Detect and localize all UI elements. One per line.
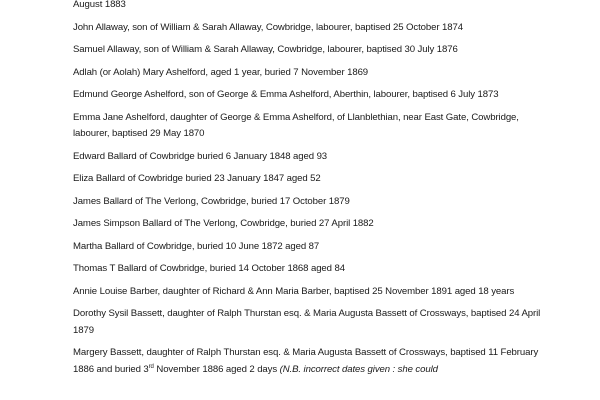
register-entry: James Simpson Ballard of The Verlong, Cowbridge, buried 27 April 1882: [73, 218, 374, 229]
register-entry: James Ballard of The Verlong, Cowbridge, buried 17 October 1879: [73, 195, 350, 207]
ordinal-suffix: rd: [148, 363, 154, 370]
entry-note: (N.B. incorrect dates given : she could: [279, 363, 438, 375]
register-entry: John Allaway, son of William & Sarah Allaway, Cowbridge, labourer, baptised 25 October 1874: [73, 21, 463, 33]
register-entry: August 1883: [73, 0, 126, 10]
register-entry: Eliza Ballard of Cowbridge buried 23 January 1847 aged 52: [73, 173, 321, 184]
entry-text: November 1886 aged 2 days: [153, 363, 280, 375]
register-entry: Dorothy Sysil Bassett, daughter of Ralph Thurstan esq. & Maria Augusta Bassett of Crossways, baptised 24 April 1879: [73, 308, 541, 336]
register-entry: Edward Ballard of Cowbridge buried 6 January 1848 aged 93: [73, 150, 328, 162]
register-entry: Martha Ballard of Cowbridge, buried 10 June 1872 aged 87: [73, 240, 320, 252]
register-entry: Samuel Allaway, son of William & Sarah Allaway, Cowbridge, labourer, baptised 30 July 1876: [73, 44, 458, 55]
register-entry: Annie Louise Barber, daughter of Richard & Ann Maria Barber, baptised 25 November 1891 aged 18 years: [73, 285, 515, 297]
register-entry: [73, 345, 543, 378]
register-entry: Thomas T Ballard of Cowbridge, buried 14 October 1868 aged 84: [73, 263, 345, 274]
register-entry: Emma Jane Ashelford, daughter of George & Emma Ashelford, of Llanblethian, near East Gate, Cowbridge, labourer, baptised 29 May 1870: [73, 111, 519, 139]
register-entry: Edmund George Ashelford, son of George & Emma Ashelford, Aberthin, labourer, baptised 6 July 1873: [73, 89, 499, 100]
register-entries: [73, 0, 543, 384]
register-entry: Adlah (or Aolah) Mary Ashelford, aged 1 year, buried 7 November 1869: [73, 66, 369, 78]
entry-text: Margery Bassett, daughter of Ralph Thurstan esq. & Maria Augusta Bassett of Crossways, baptised 11 February 1886 and buried 3: [73, 347, 539, 375]
